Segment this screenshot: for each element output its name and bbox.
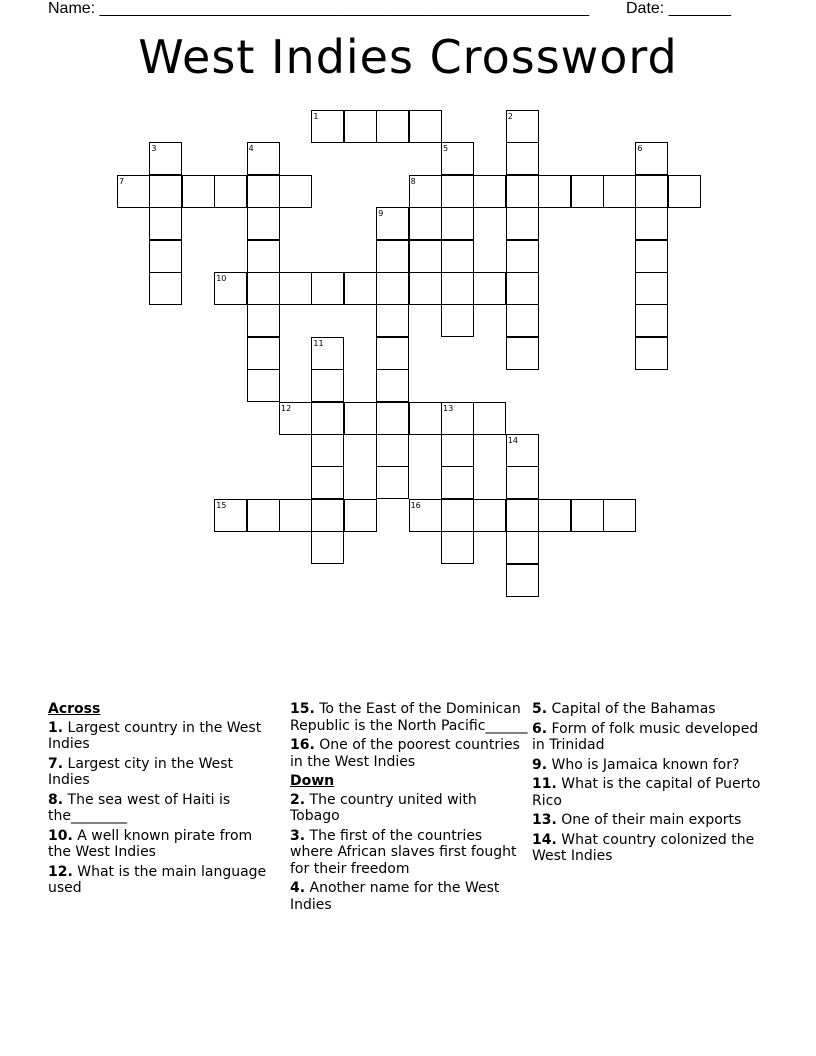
crossword-cell[interactable] [441,240,474,273]
crossword-cell[interactable] [441,434,474,467]
clue-item [48,828,276,861]
clue-number-label: 13. [532,812,557,828]
crossword-cell[interactable] [473,402,506,435]
crossword-cell[interactable] [279,175,312,208]
crossword-cell[interactable] [506,304,539,337]
clue-text: What country colonized the West Indies [532,831,755,864]
crossword-cell[interactable] [247,272,280,305]
clue-number-label: 7. [48,755,64,772]
clue-text: To the East of the Dominican Republic is the North Pacific______ [290,701,528,734]
crossword-cell[interactable] [311,531,344,564]
crossword-cell[interactable] [506,110,539,143]
crossword-cell[interactable] [279,402,312,435]
clue-text: Form of folk music developed in Trinidad [532,720,759,753]
clue-text: The sea west of Haiti is the________ [48,791,231,824]
crossword-cell[interactable] [635,175,668,208]
clue-text: One of their main exports [556,812,742,828]
clue-number-label: 4. [290,880,306,896]
crossword-cell[interactable] [376,110,409,143]
clue-number-label: 8. [48,791,64,808]
clue-text: Capital of the Bahamas [547,701,716,717]
crossword-cell[interactable] [247,304,280,337]
crossword-cell[interactable] [149,207,182,240]
crossword-cell[interactable] [635,337,668,370]
name-field-label[interactable]: Name: _______________________________________________________ [48,0,589,17]
crossword-cell[interactable] [214,272,247,305]
crossword-cell[interactable] [571,499,604,532]
crossword-cell[interactable] [635,272,668,305]
clue-number-label: 5. [532,701,548,717]
clue-item [290,792,528,825]
clue-number: 8 [410,176,416,186]
crossword-cell[interactable] [376,272,409,305]
clue-text: What is the capital of Puerto Rico [532,776,761,809]
clue-text: Largest country in the West Indies [48,719,262,752]
clue-column-2 [290,701,528,916]
crossword-cell[interactable] [473,175,506,208]
down-heading: Down [290,773,335,789]
crossword-cell[interactable] [311,337,344,370]
clue-number-label: 16. [290,737,315,753]
crossword-cell[interactable] [376,240,409,273]
crossword-cell[interactable] [376,304,409,337]
crossword-cell[interactable] [441,499,474,532]
clue-item [290,701,528,734]
clue-column-3 [532,701,772,868]
clue-number-label: 11. [532,776,557,792]
clue-number-label: 2. [290,791,306,808]
crossword-cell[interactable] [344,110,377,143]
crossword-cell[interactable] [441,531,474,564]
crossword-cell[interactable] [409,175,442,208]
clue-number: 16 [410,500,421,510]
crossword-cell[interactable] [214,175,247,208]
crossword-cell[interactable] [376,207,409,240]
clue-text: A well known pirate from the West Indies [48,827,253,860]
crossword-cell[interactable] [441,402,474,435]
clue-number: 5 [443,144,449,154]
clue-number: 15 [216,500,227,510]
crossword-cell[interactable] [117,175,150,208]
across-heading: Across [48,701,101,717]
crossword-cell[interactable] [376,466,409,499]
clue-text: Who is Jamaica known for? [547,756,740,773]
crossword-cell[interactable] [506,142,539,175]
crossword-cell[interactable] [409,499,442,532]
crossword-cell[interactable] [635,240,668,273]
crossword-cell[interactable] [149,272,182,305]
crossword-cell[interactable] [538,499,571,532]
clue-text: Largest city in the West Indies [48,755,234,788]
crossword-cell[interactable] [603,499,636,532]
clue-number: 13 [443,403,454,413]
crossword-cell[interactable] [441,207,474,240]
clue-item [48,756,276,789]
crossword-cell[interactable] [538,175,571,208]
crossword-cell[interactable] [571,175,604,208]
crossword-cell[interactable] [376,434,409,467]
clue-item [532,757,772,774]
clue-number: 7 [119,176,125,186]
date-field-label[interactable]: Date: _______ [626,0,731,17]
crossword-cell[interactable] [182,175,215,208]
crossword-cell[interactable] [247,499,280,532]
clue-text: The country united with Tobago [290,791,477,824]
crossword-cell[interactable] [506,531,539,564]
crossword-cell[interactable] [311,110,344,143]
clue-item [532,721,772,754]
clue-number: 11 [313,338,324,348]
crossword-cell[interactable] [441,142,474,175]
clue-number: 1 [313,112,319,121]
crossword-cell[interactable] [506,466,539,499]
crossword-cell[interactable] [506,564,539,597]
clue-number: 14 [507,436,518,445]
clue-text: Another name for the West Indies [290,880,500,913]
clue-text: One of the poorest countries in the West Indies [290,737,520,770]
clue-number: 6 [637,144,643,154]
crossword-cell[interactable] [506,240,539,273]
clue-item [532,832,772,865]
clue-number-label: 14. [532,831,557,848]
crossword-cell[interactable] [409,110,442,143]
crossword-cell[interactable] [149,240,182,273]
crossword-cell[interactable] [311,369,344,402]
crossword-cell[interactable] [409,207,442,240]
crossword-cell[interactable] [409,240,442,273]
crossword-cell[interactable] [473,272,506,305]
clue-item [532,776,772,809]
crossword-cell[interactable] [376,369,409,402]
crossword-cell[interactable] [506,207,539,240]
clue-number-label: 12. [48,863,73,880]
crossword-cell[interactable] [409,272,442,305]
page-title: West Indies Crossword [138,30,678,84]
crossword-cell[interactable] [441,175,474,208]
clue-number: 12 [281,403,292,413]
crossword-cell[interactable] [506,272,539,305]
crossword-cell[interactable] [247,337,280,370]
clue-item [532,812,772,829]
crossword-cell[interactable] [441,466,474,499]
crossword-cell[interactable] [344,272,377,305]
crossword-cell[interactable] [344,499,377,532]
clue-item [532,701,772,718]
clue-number: 9 [378,209,384,219]
crossword-cell[interactable] [247,142,280,175]
crossword-cell[interactable] [214,499,247,532]
clue-number-label: 9. [532,756,548,773]
clue-item [48,720,276,753]
crossword-cell[interactable] [344,402,377,435]
crossword-cell[interactable] [506,434,539,467]
crossword-cell[interactable] [635,142,668,175]
crossword-cell[interactable] [247,369,280,402]
crossword-cell[interactable] [635,207,668,240]
clue-number: 3 [151,144,157,154]
clue-item [290,737,528,770]
crossword-cell[interactable] [441,272,474,305]
crossword-cell[interactable] [311,434,344,467]
crossword-cell[interactable] [506,499,539,532]
clue-number-label: 10. [48,827,73,844]
clue-item [290,880,528,913]
clue-number-label: 1. [48,719,64,736]
crossword-cell[interactable] [247,207,280,240]
crossword-cell[interactable] [279,499,312,532]
crossword-cell[interactable] [149,142,182,175]
clue-number: 4 [248,144,254,154]
crossword-cell[interactable] [311,466,344,499]
crossword-cell[interactable] [149,175,182,208]
clue-text: What is the main language used [48,863,267,896]
clue-number: 2 [507,112,513,121]
clue-number-label: 15. [290,701,315,717]
clue-item [48,864,276,897]
clue-text: The first of the countries where African slaves first fought for their freedom [290,827,517,877]
crossword-cell[interactable] [279,272,312,305]
crossword-cell[interactable] [311,402,344,435]
crossword-cell[interactable] [668,175,701,208]
clue-number-label: 3. [290,827,306,844]
crossword-cell[interactable] [506,337,539,370]
crossword-cell[interactable] [247,240,280,273]
crossword-cell[interactable] [376,337,409,370]
crossword-cell[interactable] [247,175,280,208]
crossword-cell[interactable] [506,175,539,208]
crossword-cell[interactable] [311,499,344,532]
clue-number: 10 [216,274,227,283]
crossword-cell[interactable] [635,304,668,337]
crossword-cell[interactable] [376,402,409,435]
crossword-cell[interactable] [311,272,344,305]
clue-item [48,792,276,825]
crossword-cell[interactable] [473,499,506,532]
crossword-cell[interactable] [603,175,636,208]
clue-number-label: 6. [532,720,548,737]
crossword-cell[interactable] [441,304,474,337]
clue-column-1 [48,701,276,900]
crossword-cell[interactable] [409,402,442,435]
clue-item [290,828,528,878]
